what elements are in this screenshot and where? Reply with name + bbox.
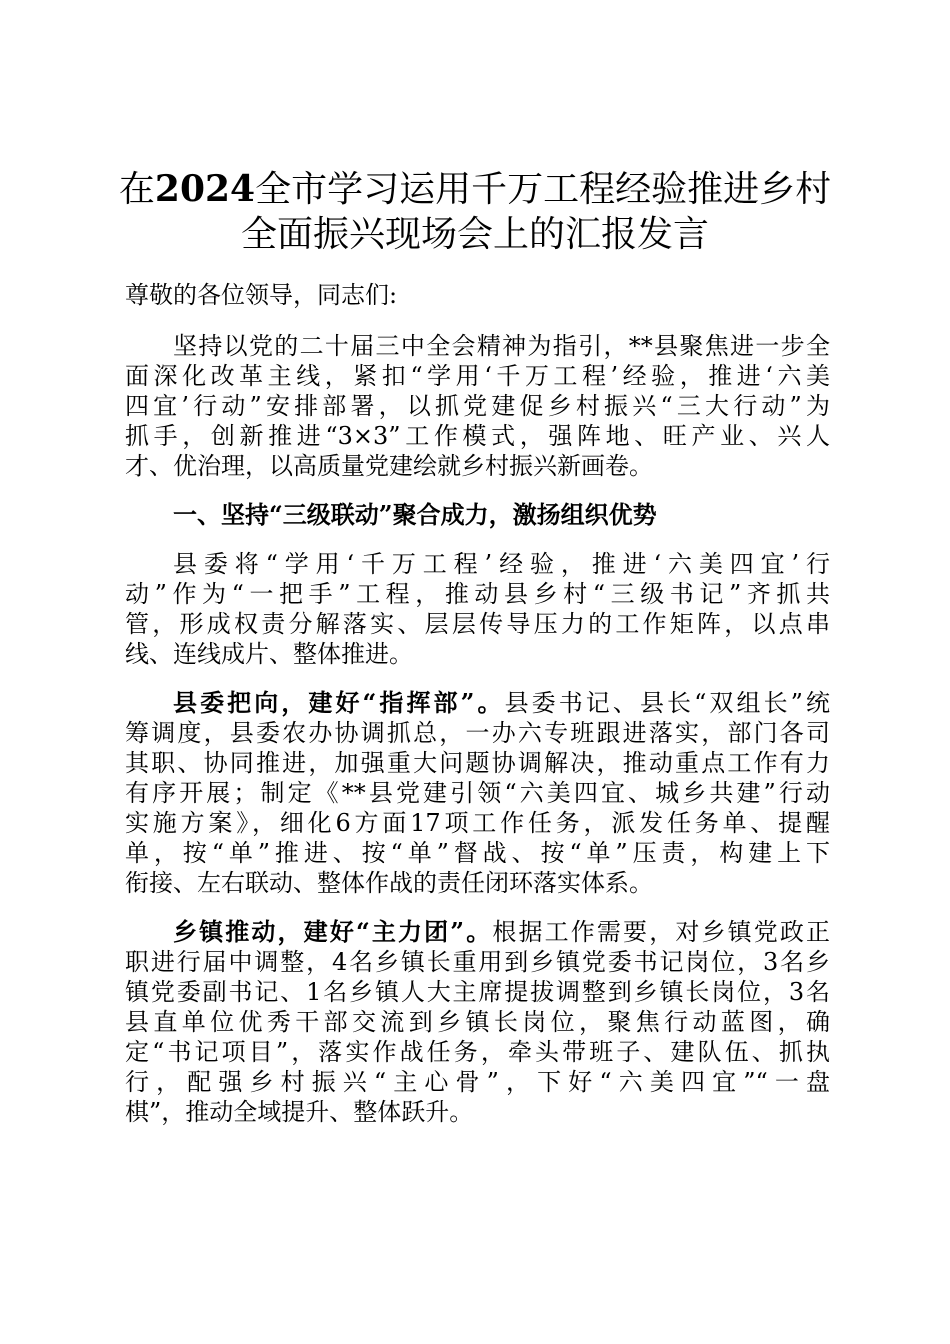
para3-first-rest: 根据工作需要，对乡镇党政正 [492,918,830,946]
para2-line: 单，按“单”推进、按“单”督战、按“单”压责，构建上下 [125,839,830,867]
para3-first-line [173,917,830,947]
para3-line: 行，配强乡村振兴“主心骨”，下好“六美四宜”“一盘 [125,1068,830,1096]
para2-lead: 县委把向，建好“指挥部”。 [173,688,505,717]
section1-line: 管，形成权责分解落实、层层传导压力的工作矩阵，以点串 [125,610,830,638]
para2-first-line [173,688,830,718]
para3-lead: 乡镇推动，建好“主力团”。 [173,917,493,946]
section1-line: 线、连线成片、整体推进。 [125,640,413,668]
title-prefix: 在 [118,169,155,210]
para2-line: 衔接、左右联动、整体作战的责任闭环落实体系。 [125,869,653,897]
intro-line: 四宜’行动”安排部署，以抓党建促乡村振兴“三大行动”为 [125,392,830,420]
para3-line: 定“书记项目”，落实作战任务，牵头带班子、建队伍、抓执 [125,1038,830,1066]
section-heading: 一、坚持“三级联动”聚合成力，激扬组织优势 [173,500,657,529]
para2-line: 筹调度，县委农办协调抓总，一办六专班跟进落实，部门各司 [125,719,830,747]
document-title-line-1 [0,168,950,211]
intro-line: 面深化改革主线，紧扣“学用‘千万工程’经验，推进‘六美 [125,362,830,390]
title-year: 2024 [154,168,256,210]
para3-line: 棋”，推动全域提升、整体跃升。 [125,1098,474,1126]
title-rest: 全市学习运用千万工程经验推进乡村 [255,169,832,210]
para2-first-rest: 县委书记、县长“双组长”统 [504,689,830,717]
salutation: 尊敬的各位领导，同志们: [125,281,398,309]
para3-line: 县直单位优秀干部交流到乡镇长岗位，聚焦行动蓝图，确 [125,1008,830,1036]
section1-line: 县委将“学用‘千万工程’经验，推进‘六美四宜’行 [173,550,830,578]
para2-line: 实施方案》，细化6方面17项工作任务，派发任务单、提醒 [125,809,830,837]
para3-line: 职进行届中调整，4名乡镇长重用到乡镇党委书记岗位，3名乡 [125,948,830,976]
section1-line: 动”作为“一把手”工程，推动县乡村“三级书记”齐抓共 [125,580,830,608]
para2-line: 其职、协同推进，加强重大问题协调解决，推动重点工作有力 [125,749,830,777]
para3-line: 镇党委副书记、1名乡镇人大主席提拔调整到乡镇长岗位，3名 [125,978,830,1006]
intro-line: 才、优治理，以高质量党建绘就乡村振兴新画卷。 [125,452,653,480]
para2-line: 有序开展；制定《**县党建引领“六美四宜、城乡共建”行动 [125,779,830,807]
document-title-line-2: 全面振兴现场会上的汇报发言 [240,214,709,255]
intro-line: 抓手，创新推进“3×3”工作模式，强阵地、旺产业、兴人 [125,422,830,450]
intro-line: 坚持以党的二十届三中全会精神为指引，**县聚焦进一步全 [173,332,830,360]
